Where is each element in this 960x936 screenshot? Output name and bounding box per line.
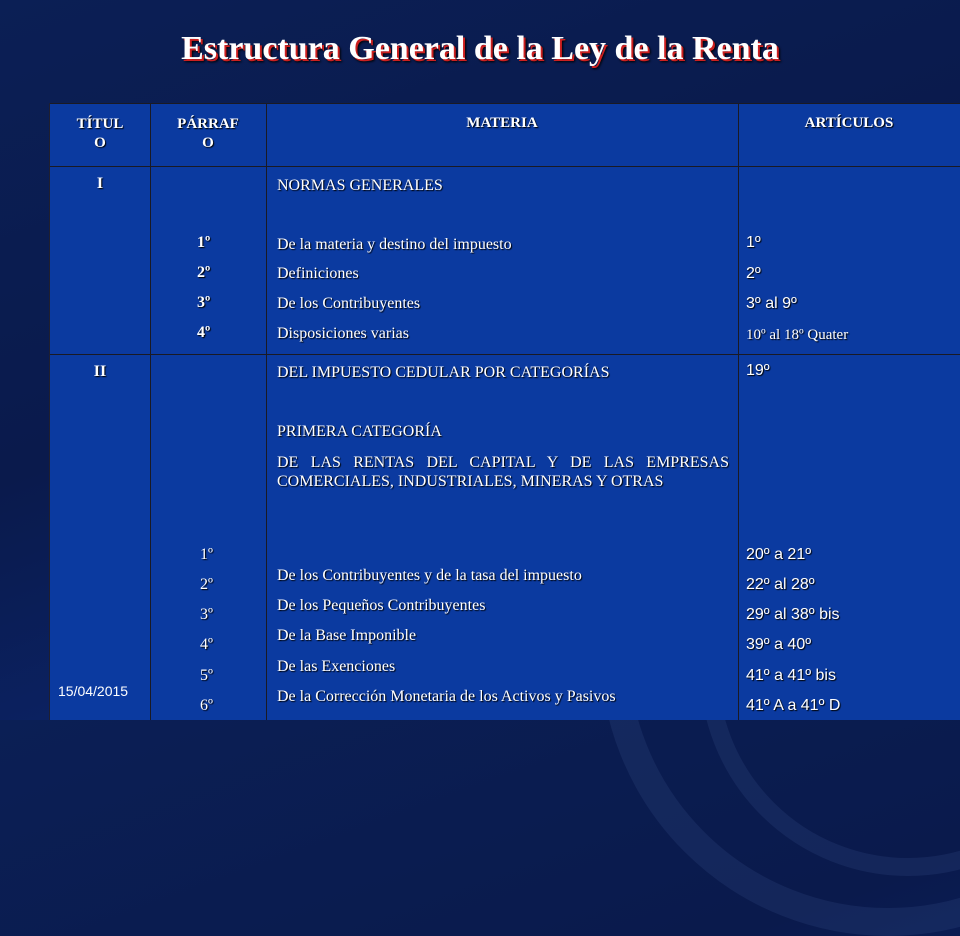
- row2-materia-heading: DEL IMPUESTO CEDULAR POR CATEGORÍAS: [277, 364, 610, 381]
- row2-parrafo: 4º: [200, 636, 213, 653]
- header-materia: MATERIA: [466, 115, 538, 131]
- table-divider: [738, 103, 739, 720]
- row2-materia: De los Contribuyentes y de la tasa del impuesto: [277, 567, 582, 584]
- row1-materia: Disposiciones varias: [277, 325, 409, 342]
- row2-subheading: PRIMERA CATEGORÍA: [277, 423, 442, 440]
- row2-materia: De las Exenciones: [277, 658, 396, 675]
- row1-parrafo: 4º: [197, 324, 211, 341]
- row2-articulo: 41º a 41º bis: [746, 667, 836, 684]
- row1-parrafo: 2º: [197, 264, 211, 281]
- row2-parrafo: 1º: [200, 546, 213, 563]
- row1-parrafo: 1º: [197, 234, 211, 251]
- row2-titulo: II: [93, 363, 107, 380]
- slide-date: 15/04/2015: [58, 683, 129, 699]
- table-divider: [50, 354, 960, 355]
- table-divider: [150, 103, 151, 720]
- row2-parrafo: 2º: [200, 576, 213, 593]
- row2-materia: De la Corrección Monetaria de los Activos y Pasivos: [277, 688, 616, 705]
- row2-articulo: 29º al 38º bis: [746, 606, 840, 623]
- slide-title: Estructura General de la Ley de la Renta: [181, 30, 779, 67]
- row1-articulo: 1º: [746, 234, 761, 251]
- header-titulo: TÍTUL O: [76, 116, 124, 151]
- table-border: [50, 103, 960, 104]
- row2-parrafo: 6º: [200, 697, 213, 714]
- row2-description: DE LAS RENTAS DEL CAPITAL Y DE LAS EMPRESAS COMERCIALES, INDUSTRIALES, MINERAS Y OTRAS: [277, 454, 729, 490]
- row1-materia: Definiciones: [277, 265, 359, 282]
- row2-parrafo: 5º: [200, 667, 213, 684]
- row2-articulo: 20º a 21º: [746, 546, 812, 563]
- table-divider: [266, 103, 267, 720]
- row1-articulo: 3º al 9º: [746, 295, 797, 312]
- row2-materia: De los Pequeños Contribuyentes: [277, 597, 486, 614]
- row2-parrafo: 3º: [200, 606, 213, 623]
- row1-materia: De la materia y destino del impuesto: [277, 236, 512, 253]
- header-parrafo: PÁRRAF O: [177, 116, 239, 151]
- row1-parrafo: 3º: [197, 294, 211, 311]
- row2-articulo: 22º al 28º: [746, 576, 815, 593]
- row1-articulo: 10º al 18º Quater: [746, 327, 849, 343]
- row2-heading-articulo: 19º: [746, 362, 770, 379]
- row1-materia: De los Contribuyentes: [277, 295, 421, 312]
- row2-articulo: 41º A a 41º D: [746, 697, 841, 714]
- row1-articulo: 2º: [746, 265, 761, 282]
- row1-titulo: I: [96, 175, 104, 192]
- header-articulos: ARTÍCULOS: [804, 115, 894, 131]
- row2-materia: De la Base Imponible: [277, 627, 417, 644]
- row1-materia-heading: NORMAS GENERALES: [277, 177, 443, 194]
- row2-articulo: 39º a 40º: [746, 636, 812, 653]
- structure-table: [49, 103, 960, 720]
- table-divider: [50, 166, 960, 167]
